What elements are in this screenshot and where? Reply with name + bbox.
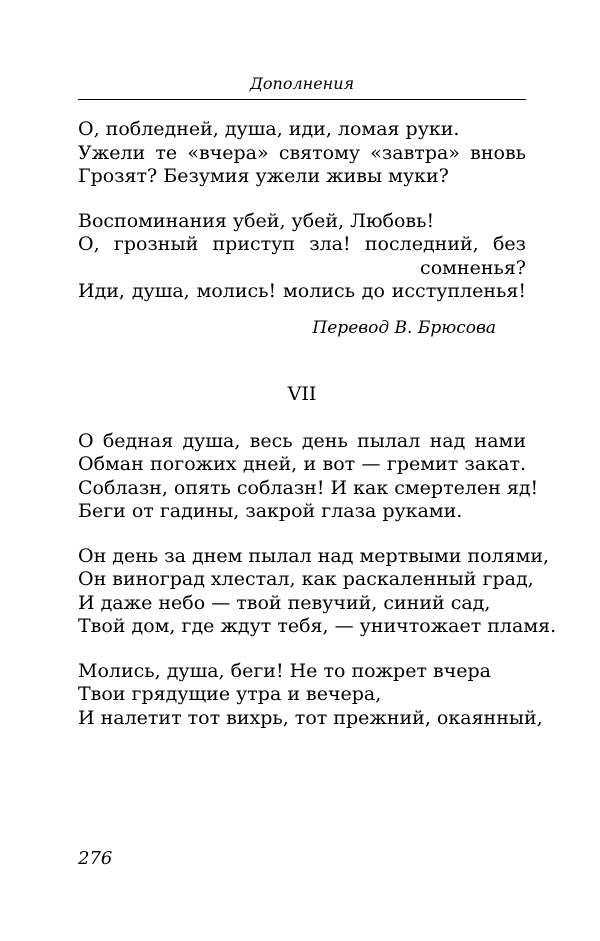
poem2-stanza-1 <box>78 429 539 524</box>
poem1-stanza-2 <box>78 210 526 304</box>
poem2-s2-line-2: Он виноград хлестал, как раскаленный град, <box>78 568 534 590</box>
poem2-s2-line-3: И даже небо — твой певучий, синий сад, <box>78 591 491 614</box>
translation-attribution: Перевод В. Брюсова <box>312 317 496 338</box>
header-rule <box>78 99 526 100</box>
poem2-s1-line-2: Обман погожих дней, и вот — гремит закат. <box>78 453 526 475</box>
poem1-s2-line-2: О, грозный приступ зла! последний, без <box>78 233 526 255</box>
page-body <box>78 118 557 751</box>
poem1-s1-line-3: Грозят? Безумия ужели живы муки? <box>78 165 449 187</box>
poem1-stanza-1 <box>78 118 526 189</box>
poem1-s1-line-1: О, побледней, душа, иди, ломая руки. <box>78 118 460 140</box>
poem1-s1-line-2: Ужели те «вчера» святому «завтра» вновь <box>78 141 526 164</box>
poem2-s1-line-4: Беги от гадины, закрой глаза руками. <box>78 500 463 522</box>
poem2-s3-line-3: И налетит тот вихрь, тот прежний, окаянный, <box>78 706 543 729</box>
poem2-s1-line-3: Соблазн, опять соблазн! И как смертелен яд! <box>78 476 539 499</box>
page-number: 276 <box>78 848 113 869</box>
poem2-s1-line-1: О бедная душа, весь день пылал над нами <box>78 429 526 452</box>
section-title: VII <box>287 382 317 405</box>
poem2-s2-line-4: Твой дом, где ждут тебя, — уничтожает пламя. <box>78 615 557 637</box>
poem1-s2-line-1: Воспоминания убей, убей, Любовь! <box>78 209 435 232</box>
poem1-s2-line-3: Иди, душа, молись! молись до исступленья! <box>78 280 526 302</box>
poem2-s3-line-2: Твои грядущие утра и вечера, <box>78 683 382 705</box>
running-header: Дополнения <box>249 74 355 93</box>
poem2-stanza-2 <box>78 544 557 639</box>
poem2-stanza-3 <box>78 659 543 731</box>
poem2-s3-line-1: Молись, душа, беги! Не то пожрет вчера <box>78 659 491 682</box>
poem1-s2-line-2-continuation: сомненья? <box>420 256 526 279</box>
poem2-s2-line-1: Он день за днем пылал над мертвыми полями, <box>78 544 550 567</box>
